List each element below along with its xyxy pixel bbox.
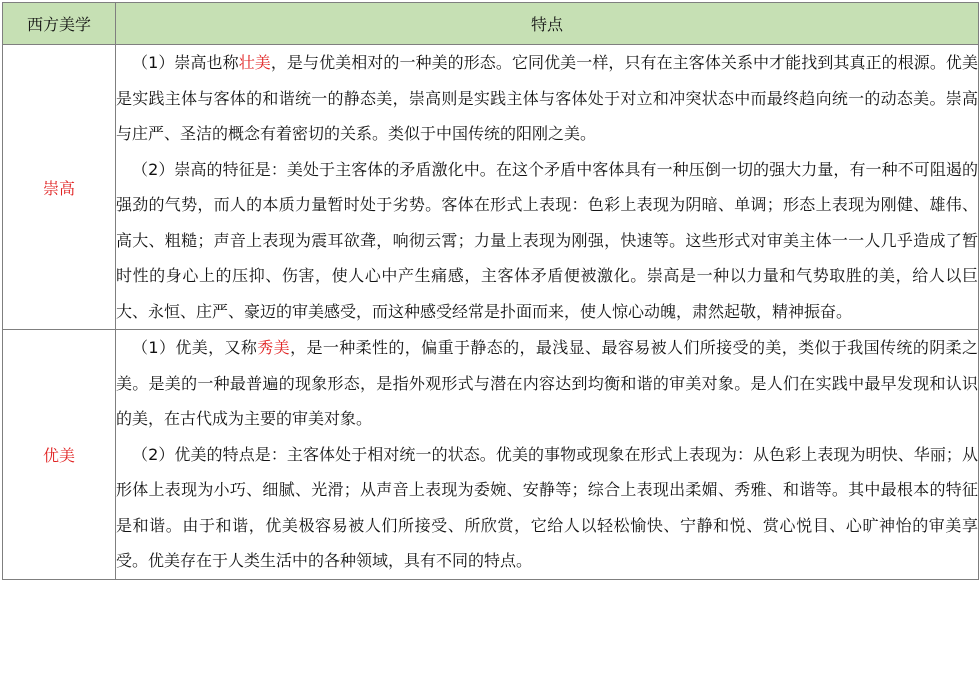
paragraph-text: ，是一种柔性的，偏重于静态的，最浅显、最容易被人们所接受的美，类似于我国传统的阴柔之美。是美的一种最普遍的现象形态，是指外观形式与潜在内容达到均衡和谐的审美对象。是人们在实践中最早发现和认识的美，在古代成为主要的审美对象。 bbox=[116, 338, 978, 428]
aesthetics-table bbox=[2, 2, 979, 580]
header-western-aesthetics: 西方美学 bbox=[3, 3, 116, 45]
row-content-sublime bbox=[116, 45, 979, 330]
highlight-term: 秀美 bbox=[257, 338, 291, 357]
header-characteristics: 特点 bbox=[116, 3, 979, 45]
paragraph-text: （1）优美，又称 bbox=[132, 338, 258, 357]
paragraph-2: （2）优美的特点是：主客体处于相对统一的状态。优美的事物或现象在形式上表现为：从色彩上表现为明快、华丽；从形体上表现为小巧、细腻、光滑；从声音上表现为委婉、安静等；综合上表现出柔媚、秀雅、和谐等。其中最根本的特征是和谐。由于和谐，优美极容易被人们所接受、所欣赏，它给人以轻松愉快、宁静和悦、赏心悦目、心旷神怡的审美享受。优美存在于人类生活中的各种领域，具有不同的特点。 bbox=[116, 444, 978, 570]
table-row bbox=[3, 45, 979, 330]
paragraph-1 bbox=[116, 45, 978, 152]
paragraph-2: （2）崇高的特征是：美处于主客体的矛盾激化中。在这个矛盾中客体具有一种压倒一切的强大力量，有一种不可阻遏的强劲的气势，而人的本质力量暂时处于劣势。客体在形式上表现：色彩上表现为阴暗、单调；形态上表现为刚健、雄伟、高大、粗糙；声音上表现为震耳欲聋，响彻云霄；力量上表现为刚强，快速等。这些形式对审美主体一一人几乎造成了暂时性的身心上的压抑、伤害，使人心中产生痛感，主客体矛盾便被激化。崇高是一种以力量和气势取胜的美，给人以巨大、永恒、庄严、豪迈的审美感受，而这种感受经常是扑面而来，使人惊心动魄，肃然起敬，精神振奋。 bbox=[116, 159, 978, 321]
paragraph-text: ，是与优美相对的一种美的形态。它同优美一样，只有在主客体关系中才能找到其真正的根源。优美是实践主体与客体的和谐统一的静态美，崇高则是实践主体与客体处于对立和冲突状态中而最终趋向统一的动态美。崇高与庄严、圣洁的概念有着密切的关系。类似于中国传统的阳刚之美。 bbox=[116, 53, 978, 143]
paragraph-1 bbox=[116, 330, 978, 437]
row-content-graceful bbox=[116, 330, 979, 580]
row-label-sublime: 崇高 bbox=[3, 45, 116, 330]
highlight-term: 壮美 bbox=[238, 53, 271, 72]
table-row bbox=[3, 330, 979, 580]
table-header-row bbox=[3, 3, 979, 45]
paragraph-text: （1）崇高也称 bbox=[132, 53, 239, 72]
row-label-graceful: 优美 bbox=[3, 330, 116, 580]
